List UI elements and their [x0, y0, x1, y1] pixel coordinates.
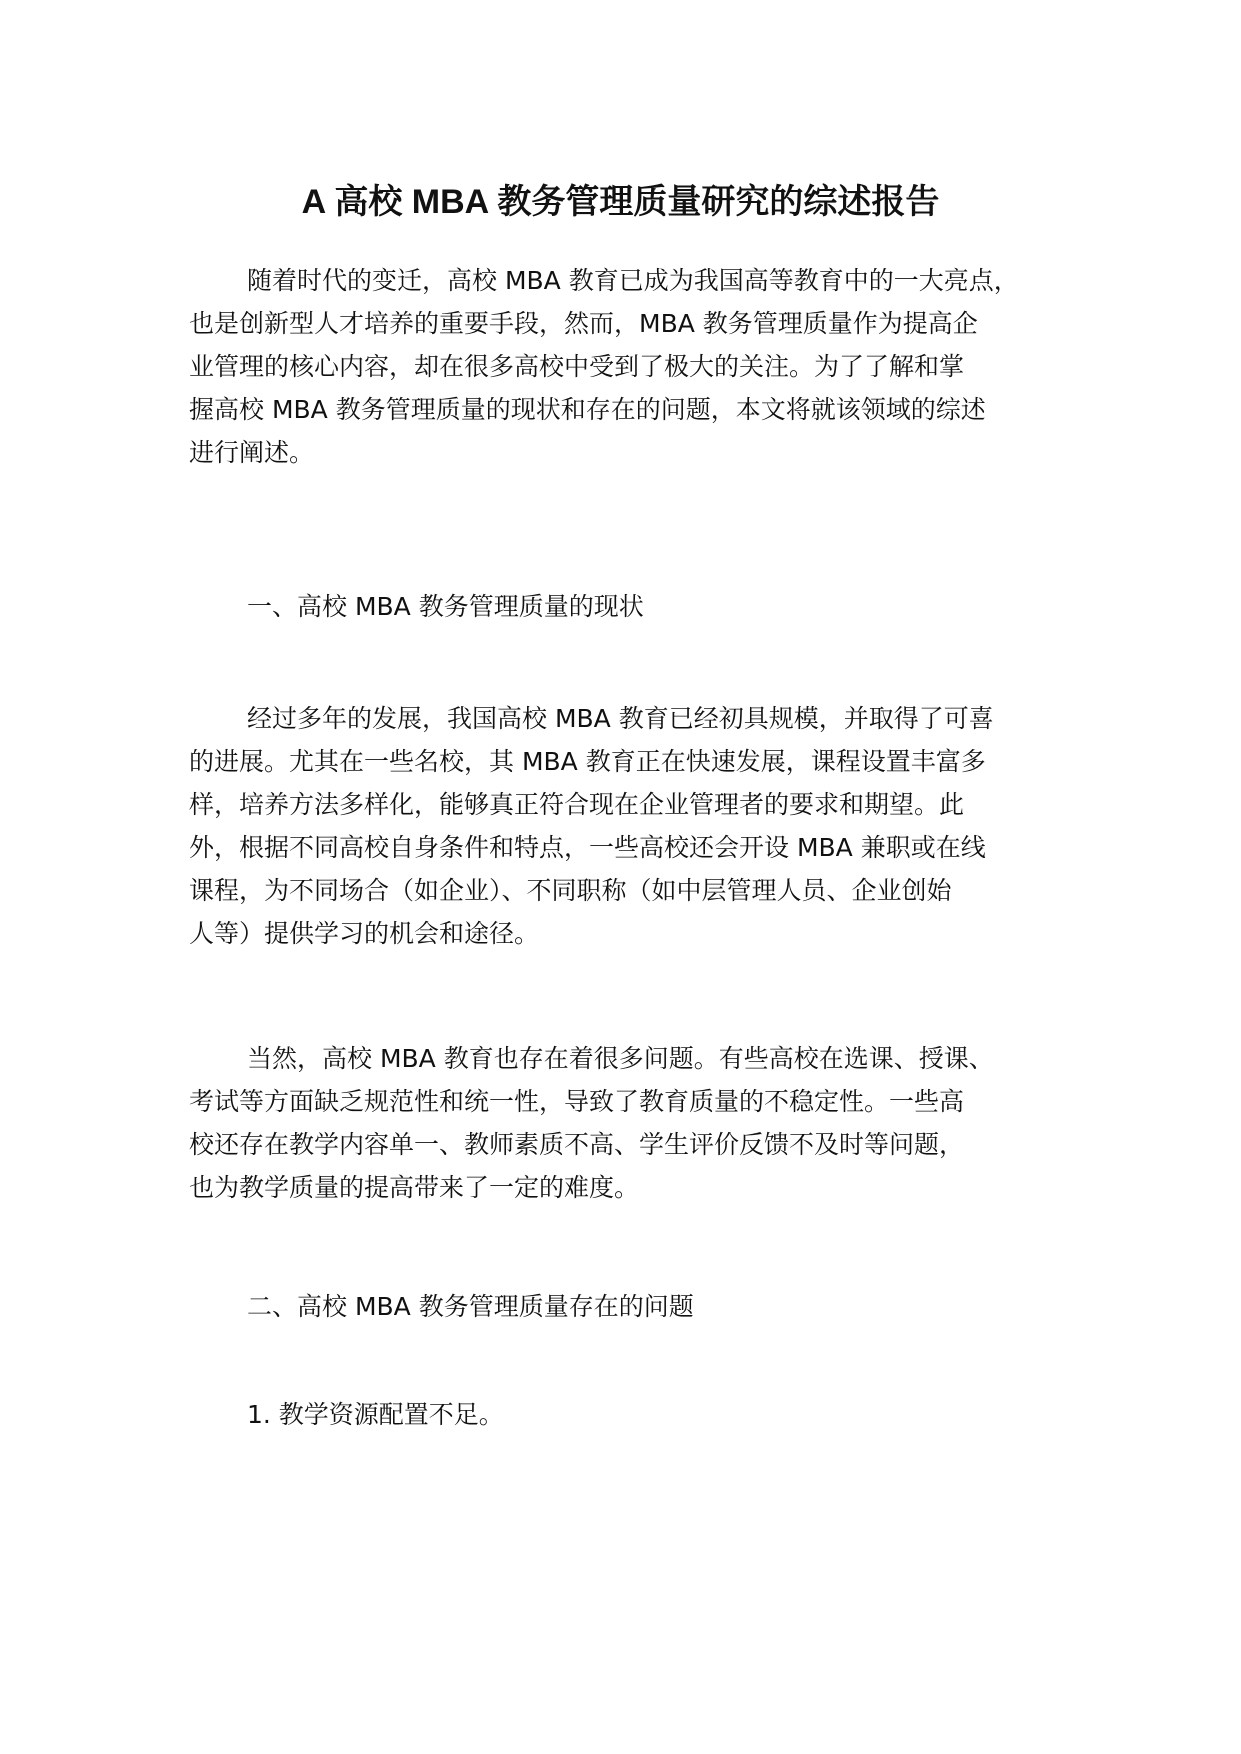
paragraph-line: 课程，为不同场合（如企业）、不同职称（如中层管理人员、企业创始 [189, 876, 952, 905]
paragraph-line: 外，根据不同高校自身条件和特点，一些高校还会开设 MBA 兼职或在线 [189, 833, 986, 862]
paragraph-line: 经过多年的发展，我国高校 MBA 教育已经初具规模，并取得了可喜 [247, 704, 994, 733]
paragraph-line: 当然，高校 MBA 教育也存在着很多问题。有些高校在选课、授课、 [247, 1044, 994, 1073]
paragraph-line: 也为教学质量的提高带来了一定的难度。 [189, 1173, 640, 1202]
intro-line: 业管理的核心内容，却在很多高校中受到了极大的关注。为了了解和掌 [189, 352, 965, 381]
intro-line: 进行阐述。 [189, 438, 315, 467]
intro-line: 也是创新型人才培养的重要手段，然而，MBA 教务管理质量作为提高企 [189, 309, 978, 338]
paragraph-line: 样，培养方法多样化，能够真正符合现在企业管理者的要求和期望。此 [189, 790, 965, 819]
section-heading: 二、高校 MBA 教务管理质量存在的问题 [247, 1292, 694, 1321]
intro-line: 握高校 MBA 教务管理质量的现状和存在的问题，本文将就该领域的综述 [189, 395, 986, 424]
paragraph-line: 考试等方面缺乏规范性和统一性，导致了教育质量的不稳定性。一些高 [189, 1087, 965, 1116]
document-title: A 高校 MBA 教务管理质量研究的综述报告 [301, 183, 940, 221]
paragraph-line: 人等）提供学习的机会和途径。 [189, 919, 540, 948]
section-heading: 一、高校 MBA 教务管理质量的现状 [247, 592, 644, 621]
paragraph-line: 的进展。尤其在一些名校，其 MBA 教育正在快速发展，课程设置丰富多 [189, 747, 986, 776]
paragraph-line: 校还存在教学内容单一、教师素质不高、学生评价反馈不及时等问题， [189, 1130, 965, 1159]
intro-line: 随着时代的变迁，高校 MBA 教育已成为我国高等教育中的一大亮点， [247, 266, 1019, 295]
list-item: 1. 教学资源配置不足。 [247, 1400, 504, 1429]
